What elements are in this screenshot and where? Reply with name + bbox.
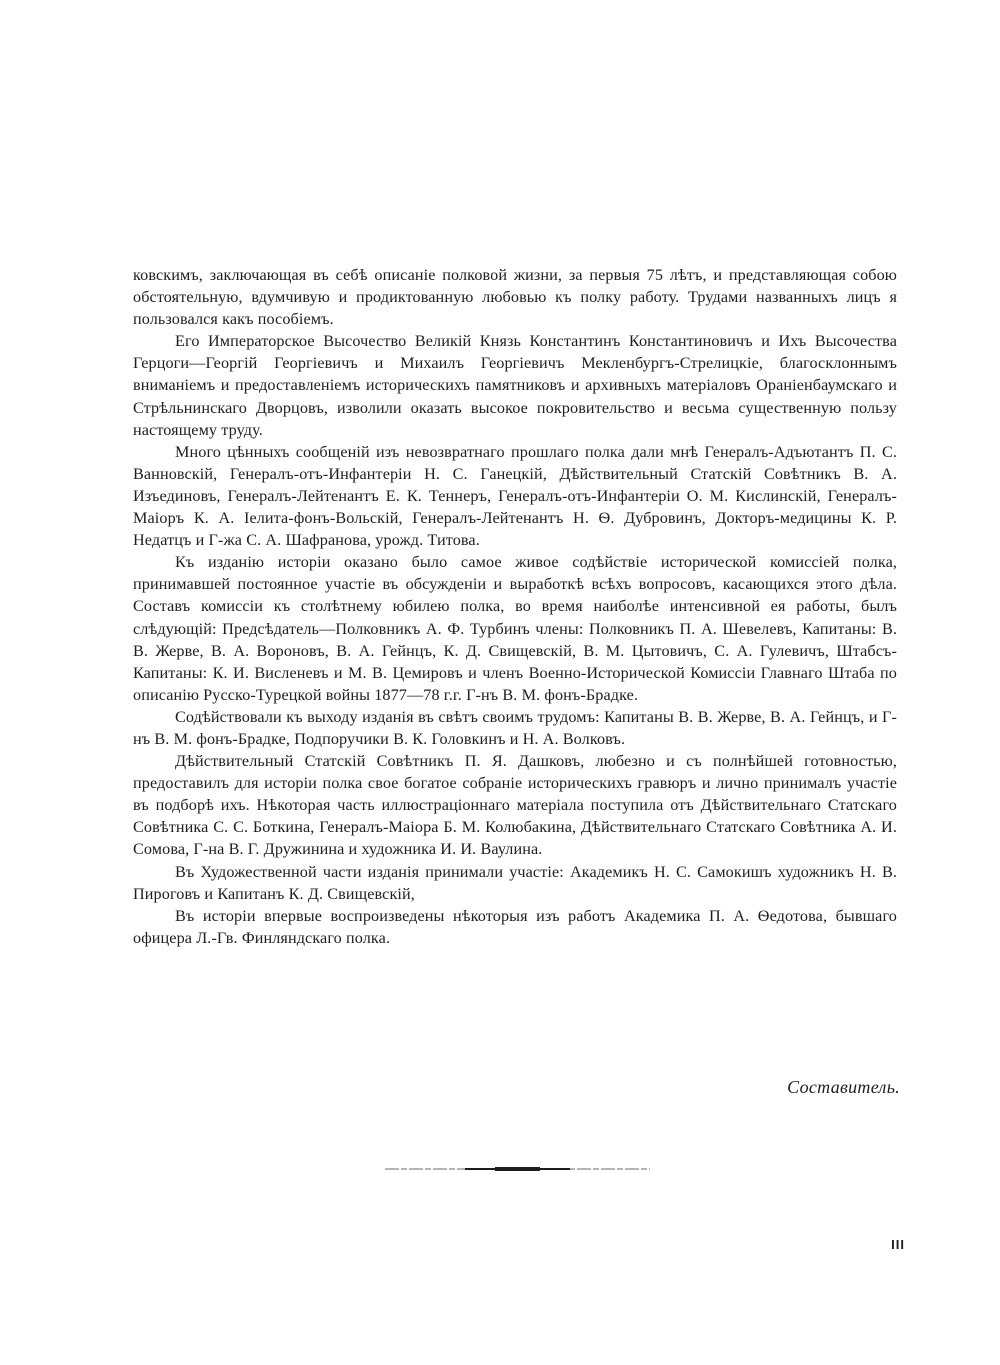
- paragraph-5: Содѣйствовали къ выходу изданія въ свѣтъ своимъ трудомъ: Капитаны В. В. Жерве, В. А. Гейнцъ, и Г-нъ В. М. фонъ-Брадке, Подпоручики В. К. Головкинъ и Н. А. Волковъ.: [133, 707, 897, 748]
- paragraph-3: Много цѣнныхъ сообщеній изъ невозвратнаго прошлаго полка дали мнѣ Генералъ-Адъютантъ П. С. Ванновскій, Генералъ-отъ-Инфантеріи Н. С. Ганецкій, Дѣйствительный Статскій Совѣтникъ В. А. Изъединовъ, Генералъ-Лейтенантъ Е. К. Теннеръ, Генералъ-отъ-Инфантеріи О. М. Кислинскій, Генералъ-Маіоръ К. А. Іелита-фонъ-Вольскій, Генералъ-Лейтенантъ Н. Ѳ. Дубровинъ, Докторъ-медицины К. Р. Недатцъ и Г-жа С. А. Шафранова, урожд. Титова.: [133, 442, 897, 550]
- paragraph-2: Его Императорское Высочество Великій Князь Константинъ Константиновичъ и Ихъ Высочества Герцоги—Георгій Георгіевичъ и Михаилъ Георгіевичъ Мекленбургъ-Стрелицкіе, благосклоннымъ вниманіемъ и предоставленіемъ историческихъ памятниковъ и архивныхъ матеріаловъ Ораніенбаумскаго и Стрѣльнинскаго Дворцовъ, изволили оказать высокое покровительство и весьма существенную пользу настоящему труду.: [133, 332, 897, 439]
- paragraph-1: ковскимъ, заключающая въ себѣ описаніе полковой жизни, за первыя 75 лѣтъ, и представляющая собою обстоятельную, вдумчивую и продиктованную любовью къ полку работу. Трудами названныхъ лицъ я пользовался какъ пособіемъ.: [133, 266, 897, 329]
- paragraph-4: Къ изданію исторіи оказано было самое живое содѣйствіе исторической комиссіей полка, принимавшей постоянное участіе въ обсужденіи и выработкѣ всѣхъ вопросовъ, касающихся этого дѣла. Составъ комиссіи къ столѣтнему юбилею полка, во время наиболѣе интенсивной ея работы, былъ слѣдующій: Предсѣдатель—Полковникъ А. Ф. Турбинъ члены: Полковникъ П. А. Шевелевъ, Капитаны: В. В. Жерве, В. А. Вороновъ, В. А. Гейнцъ, К. Д. Свищевскій, В. М. Цытовичъ, С. А. Гулевичъ, Штабсъ-Капитаны: К. И. Висленевъ и М. В. Цемировъ и членъ Военно-Исторической Комиссіи Главнаго Штаба по описанію Русско-Турецкой войны 1877—78 г.г. Г-нъ В. М. фонъ-Брадке.: [133, 553, 897, 704]
- paragraph-7: Въ Художественной части изданія принимали участіе: Академикъ Н. С. Самокишъ художникъ Н. В. Пироговъ и Капитанъ К. Д. Свищевскій,: [133, 862, 897, 903]
- paragraph-6: Дѣйствительный Статскій Совѣтникъ П. Я. Дашковъ, любезно и съ полнѣйшей готовностью, предоставилъ для исторіи полка свое богатое собраніе историческихъ гравюръ и лично принималъ участіе въ подборѣ ихъ. Нѣкоторая часть иллюстраціоннаго матеріала поступила отъ Дѣйствительнаго Статскаго Совѣтника С. С. Боткина, Генералъ-Маіора Б. М. Колюбакина, Дѣйствительнаго Статскаго Совѣтника А. И. Сомова, Г-на В. Г. Дружинина и художника И. И. Ваулина.: [133, 752, 897, 859]
- decorative-rule: [385, 1165, 650, 1173]
- page-number: III: [891, 1237, 905, 1252]
- signature: Составитель.: [787, 1077, 900, 1097]
- paragraph-8: Въ исторіи впервые воспроизведены нѣкоторыя изъ работъ Академика П. А. Ѳедотова, бывшаго офицера Л.-Гв. Финляндскаго полка.: [133, 906, 897, 947]
- body-text: [133, 264, 897, 949]
